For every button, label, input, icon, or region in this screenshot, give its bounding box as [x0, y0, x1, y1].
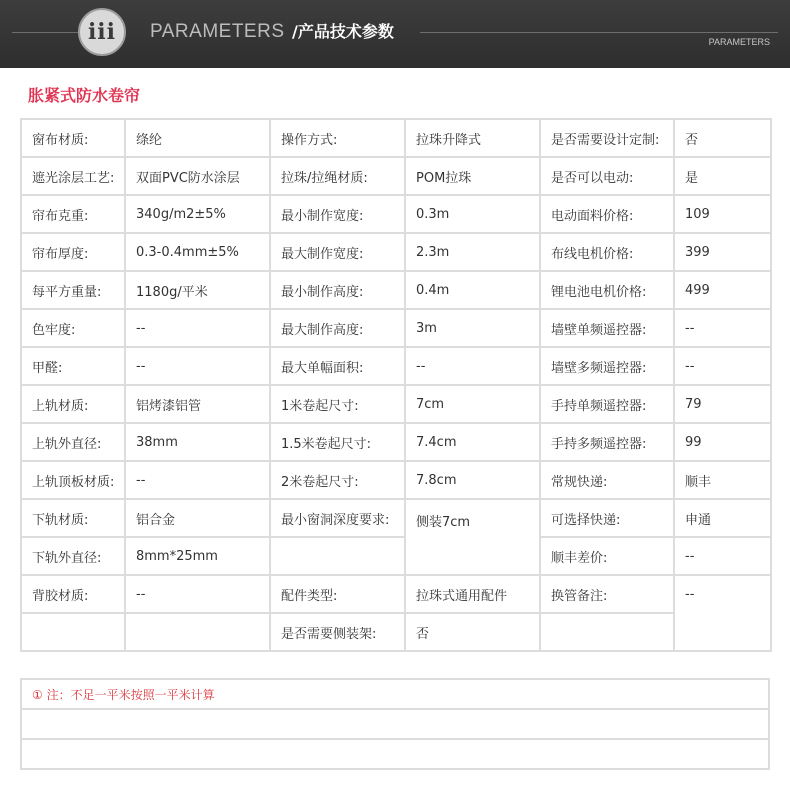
spec-value: 8mm*25mm — [125, 537, 270, 575]
spec-value: 7.8cm — [405, 461, 540, 499]
spec-value: 7cm — [405, 385, 540, 423]
spec-value: 拉珠式通用配件 — [405, 575, 540, 613]
spec-label: 是否需要侧装架: — [270, 613, 405, 651]
spec-label — [540, 613, 674, 651]
spec-label: 最小制作高度: — [270, 271, 405, 309]
spec-label: 手持单频遥控器: — [540, 385, 674, 423]
table-row — [21, 271, 771, 309]
empty-row — [21, 709, 769, 739]
header-title-cn: /产品技术参数 — [292, 22, 394, 41]
spec-value: 是 — [674, 157, 771, 195]
spec-value: -- — [674, 537, 771, 575]
spec-label: 1.5米卷起尺寸: — [270, 423, 405, 461]
spec-value: 拉珠升降式 — [405, 119, 540, 157]
spec-label: 锂电池电机价格: — [540, 271, 674, 309]
table-row — [21, 613, 771, 651]
spec-label: 操作方式: — [270, 119, 405, 157]
spec-label: 遮光涂层工艺: — [21, 157, 125, 195]
spec-value: 399 — [674, 233, 771, 271]
spec-label: 最大制作宽度: — [270, 233, 405, 271]
spec-label: 最大单幅面积: — [270, 347, 405, 385]
spec-label: 是否需要设计定制: — [540, 119, 674, 157]
spec-value: 0.4m — [405, 271, 540, 309]
spec-value — [125, 613, 270, 651]
spec-label: 顺丰差价: — [540, 537, 674, 575]
table-row — [21, 461, 771, 499]
spec-label: 下轨外直径: — [21, 537, 125, 575]
spec-value: 2.3m — [405, 233, 540, 271]
product-title: 胀紧式防水卷帘 — [28, 86, 141, 105]
spec-label: 下轨材质: — [21, 499, 125, 537]
spec-label: 上轨外直径: — [21, 423, 125, 461]
spec-label: 最小窗洞深度要求: — [270, 499, 405, 537]
spec-label: 上轨顶板材质: — [21, 461, 125, 499]
spec-label: 窗布材质: — [21, 119, 125, 157]
spec-value: -- — [405, 347, 540, 385]
spec-value: 109 — [674, 195, 771, 233]
spec-value: 绦纶 — [125, 119, 270, 157]
table-row — [21, 499, 771, 537]
spec-empty — [270, 537, 405, 575]
spec-value: 7.4cm — [405, 423, 540, 461]
spec-label: 每平方重量: — [21, 271, 125, 309]
spec-value: 铝烤漆铝管 — [125, 385, 270, 423]
spec-value: -- — [674, 575, 771, 651]
spec-label: 最小制作宽度: — [270, 195, 405, 233]
spec-value: 499 — [674, 271, 771, 309]
spec-value: 侧装7cm — [405, 499, 540, 575]
spec-value: 1180g/平米 — [125, 271, 270, 309]
spec-value: 铝合金 — [125, 499, 270, 537]
spec-label: 最大制作高度: — [270, 309, 405, 347]
spec-value: 99 — [674, 423, 771, 461]
note-cell — [21, 679, 769, 709]
spec-label: 换管备注: — [540, 575, 674, 613]
spec-label: 上轨材质: — [21, 385, 125, 423]
spec-label: 可选择快递: — [540, 499, 674, 537]
spec-value: 340g/m2±5% — [125, 195, 270, 233]
table-row — [21, 347, 771, 385]
header-divider-left — [12, 32, 78, 33]
spec-label: 配件类型: — [270, 575, 405, 613]
badge-label: iii — [87, 19, 117, 45]
note-row — [21, 679, 769, 709]
notes-table — [20, 678, 770, 770]
spec-value: 79 — [674, 385, 771, 423]
spec-value: -- — [125, 309, 270, 347]
table-row — [21, 195, 771, 233]
spec-value: 0.3m — [405, 195, 540, 233]
table-row — [21, 423, 771, 461]
table-row — [21, 309, 771, 347]
spec-label: 拉珠/拉绳材质: — [270, 157, 405, 195]
spec-label — [21, 613, 125, 651]
spec-value: 申通 — [674, 499, 771, 537]
spec-label: 墙壁多频遥控器: — [540, 347, 674, 385]
header-banner — [0, 0, 790, 68]
spec-value: -- — [674, 309, 771, 347]
header-divider-right — [420, 32, 778, 33]
spec-label: 帘布克重: — [21, 195, 125, 233]
spec-label: 布线电机价格: — [540, 233, 674, 271]
spec-value: -- — [125, 461, 270, 499]
empty-cell — [21, 739, 769, 769]
spec-label: 2米卷起尺寸: — [270, 461, 405, 499]
table-row — [21, 575, 771, 613]
empty-row — [21, 739, 769, 769]
spec-label: 是否可以电动: — [540, 157, 674, 195]
spec-value: -- — [125, 347, 270, 385]
spec-label: 手持多频遥控器: — [540, 423, 674, 461]
header-title-en: PARAMETERS — [150, 21, 285, 42]
roman-three-badge-icon — [78, 8, 126, 56]
spec-label: 帘布厚度: — [21, 233, 125, 271]
spec-value: 38mm — [125, 423, 270, 461]
spec-value: 0.3-0.4mm±5% — [125, 233, 270, 271]
spec-value: -- — [674, 347, 771, 385]
table-row — [21, 537, 771, 575]
spec-value: 否 — [405, 613, 540, 651]
spec-value: 否 — [674, 119, 771, 157]
spec-label: 甲醛: — [21, 347, 125, 385]
spec-label: 1米卷起尺寸: — [270, 385, 405, 423]
empty-cell — [21, 709, 769, 739]
spec-value: 顺丰 — [674, 461, 771, 499]
header-small-label: PARAMETERS — [708, 37, 770, 47]
spec-table — [20, 118, 772, 652]
spec-label: 背胶材质: — [21, 575, 125, 613]
table-row — [21, 119, 771, 157]
spec-label: 色牢度: — [21, 309, 125, 347]
spec-label: 电动面料价格: — [540, 195, 674, 233]
table-row — [21, 233, 771, 271]
spec-label: 常规快递: — [540, 461, 674, 499]
spec-value: 双面PVC防水涂层 — [125, 157, 270, 195]
spec-value: POM拉珠 — [405, 157, 540, 195]
table-row — [21, 157, 771, 195]
spec-label: 墙壁单频遥控器: — [540, 309, 674, 347]
spec-value: 3m — [405, 309, 540, 347]
spec-value: -- — [125, 575, 270, 613]
note-text: ① 注：不足一平米按照一平米计算 — [32, 687, 215, 702]
table-row — [21, 385, 771, 423]
